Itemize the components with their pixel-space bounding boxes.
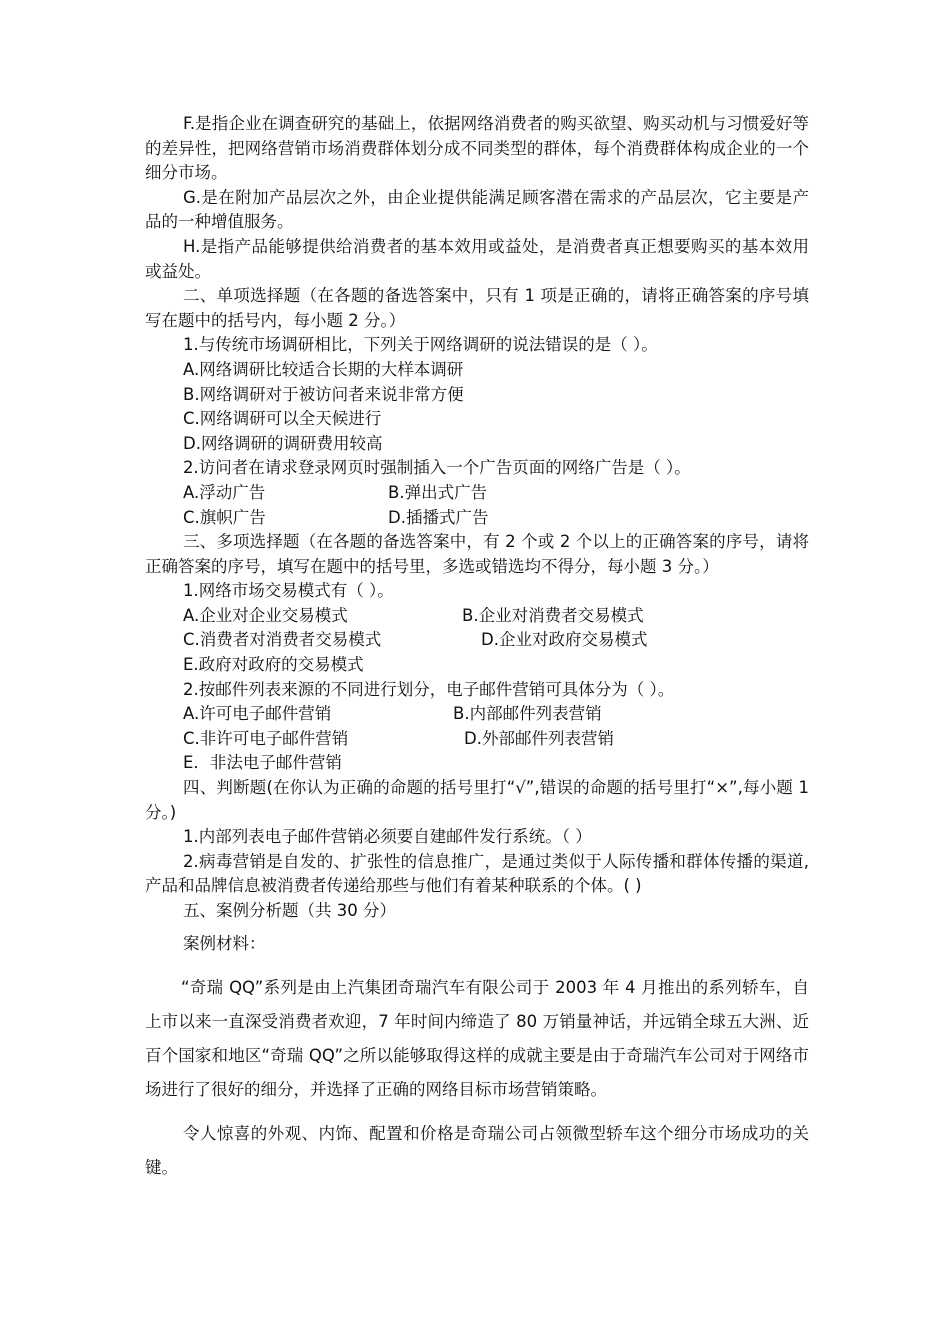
section3-heading: 三、多项选择题（在各题的备选答案中，有 2 个或 2 个以上的正确答案的序号，请将正确答案的序号，填写在题中的括号里，多选或错选均不得分，每小题 3 分。）: [145, 532, 809, 576]
s3-q1-option-a: A.企业对企业交易模式: [183, 605, 348, 625]
s2-q2-option-a: A.浮动广告: [183, 482, 266, 502]
s2-q1-option-c: C.网络调研可以全天候进行: [183, 409, 382, 429]
s4-q2: 2.病毒营销是自发的、扩张性的信息推广，是通过类似于人际传播和群体传播的渠道,产品和品牌信息被消费者传递给那些与他们有着某种联系的个体。( ): [145, 851, 809, 896]
s3-q1-option-c: C.消费者对消费者交易模式: [183, 630, 382, 650]
s2-q2-option-b: B.弹出式广告: [388, 482, 488, 502]
s3-q2-option-e: E．非法电子邮件营销: [183, 753, 342, 773]
case-material-label: 案例材料：: [183, 933, 266, 953]
s2-q1-option-d: D.网络调研的调研费用较高: [183, 433, 383, 453]
s3-q1-options-row1: [145, 604, 809, 629]
section2-heading: 二、单项选择题（在各题的备选答案中，只有 1 项是正确的，请将正确答案的序号填写在题中的括号内，每小题 2 分。）: [145, 286, 809, 330]
s3-q2-option-a: A.许可电子邮件营销: [183, 704, 332, 724]
s2-q1-option-b: B.网络调研对于被访问者来说非常方便: [183, 384, 464, 404]
s3-q2-options-row1: [145, 702, 809, 727]
s2-q1-stem: 1.与传统市场调研相比，下列关于网络调研的说法错误的是（ ）。: [183, 335, 658, 355]
s2-q2-stem: 2.访问者在请求登录网页时强制插入一个广告页面的网络广告是（ ）。: [183, 458, 691, 478]
definition-f: F.是指企业在调查研究的基础上，依据网络消费者的购买欲望、购买动机与习惯爱好等的差异性，把网络营销市场消费群体划分成不同类型的群体，每个消费群体构成企业的一个细分市场。: [145, 114, 809, 183]
s3-q1-option-e: E.政府对政府的交易模式: [183, 655, 364, 675]
s2-q2-options-row2: [145, 506, 809, 531]
s2-q1-option-a: A.网络调研比较适合长期的大样本调研: [183, 359, 464, 379]
definition-h: H.是指产品能够提供给消费者的基本效用或益处，是消费者真正想要购买的基本效用或益处。: [145, 236, 809, 281]
s3-q2-option-c: C.非许可电子邮件营销: [183, 728, 349, 748]
s2-q2-option-c: C.旗帜广告: [183, 507, 266, 527]
section4-heading: 四、判断题(在你认为正确的命题的括号里打“√”,错误的命题的括号里打“×”,每小题 1 分。): [145, 778, 809, 822]
s3-q1-option-b: B.企业对消费者交易模式: [462, 605, 644, 625]
exam-questions: [145, 112, 809, 924]
s3-q2-stem: 2.按邮件列表来源的不同进行划分，电子邮件营销可具体分为（ ）。: [183, 679, 675, 699]
s2-q2-options-row1: [145, 481, 809, 506]
s3-q2-option-d: D.外部邮件列表营销: [464, 728, 614, 748]
s4-q1: 1.内部列表电子邮件营销必须要自建邮件发行系统。（ ）: [183, 827, 592, 847]
section5-heading: 五、案例分析题（共 30 分）: [183, 901, 396, 920]
definition-g: G.是在附加产品层次之外，由企业提供能满足顾客潜在需求的产品层次，它主要是产品的一种增值服务。: [145, 187, 809, 232]
s2-q2-option-d: D.插播式广告: [388, 507, 489, 527]
case-material: [145, 927, 809, 1185]
case-paragraph-2: 令人惊喜的外观、内饰、配置和价格是奇瑞公司占领微型轿车这个细分市场成功的关键。: [145, 1123, 809, 1177]
s3-q2-options-row2: [145, 727, 809, 752]
s3-q1-stem: 1.网络市场交易模式有（ ）。: [183, 581, 394, 601]
case-paragraph-1: “奇瑞 QQ”系列是由上汽集团奇瑞汽车有限公司于 2003 年 4 月推出的系列轿车，自上市以来一直深受消费者欢迎，7 年时间内缔造了 80 万销量神话，并远销全球五大洲、近百个国家和地区“奇瑞 QQ”之所以能够取得这样的成就主要是由于奇瑞汽车公司对于网络市场进行了很好的细分，并选择了正确的网络目标市场营销策略。: [145, 977, 809, 1099]
document-page: [145, 112, 809, 1185]
s3-q1-option-d: D.企业对政府交易模式: [481, 630, 648, 650]
s3-q2-option-b: B.内部邮件列表营销: [453, 704, 602, 724]
s3-q1-options-row2: [145, 628, 809, 653]
